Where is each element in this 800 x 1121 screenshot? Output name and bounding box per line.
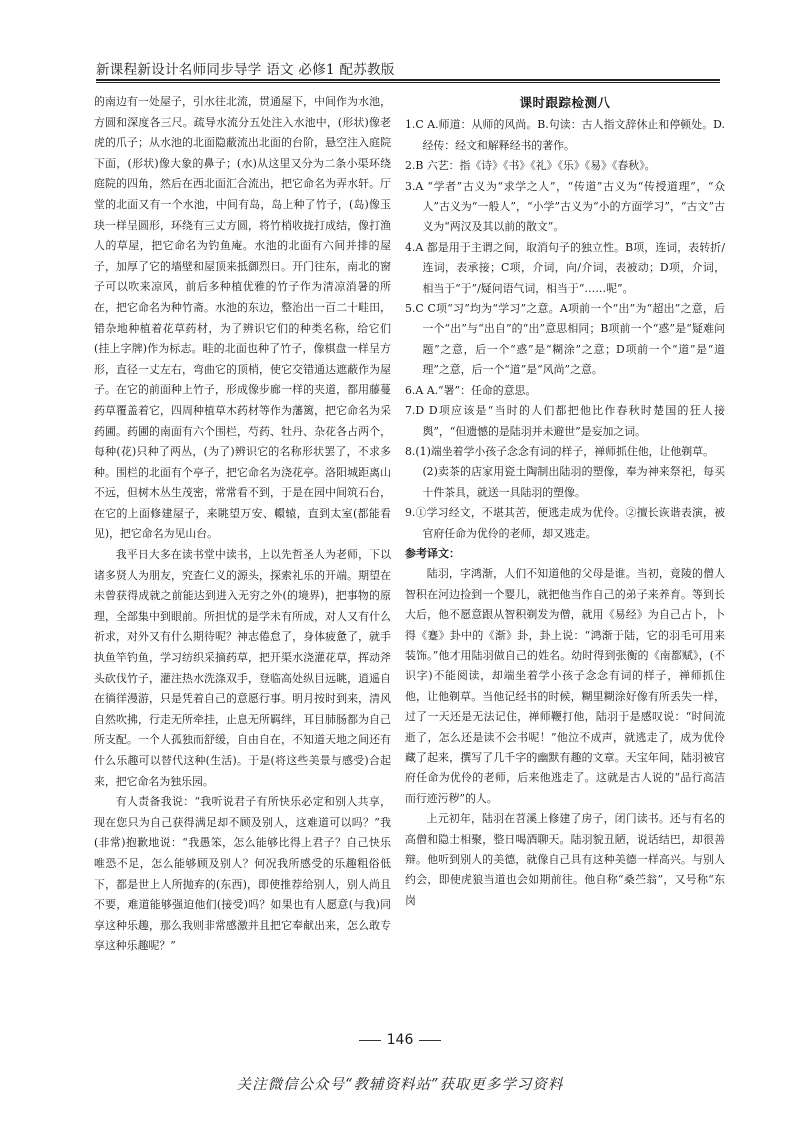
answer-item: 2.B 六艺：指《诗》《书》《礼》《乐》《易》《春秋》。 [405, 159, 656, 173]
header-title: 新课程新设计名师同步导学 语文 必修1 配苏教版 [96, 62, 395, 78]
footer-note: 关注微信公众号“教辅资料站”获取更多学习资料 [236, 1077, 564, 1093]
answer-item: (2)卖茶的店家用瓷土陶制出陆羽的塑像，奉为神来祭祀，每买十件茶具，就送一具陆羽的塑像。 [422, 465, 725, 499]
translation-paragraph: 陆羽，字鸿渐，人们不知道他的父母是谁。当初，竟陵的僧人智积在河边捡到一个婴儿，就把他当作自己的弟子来养育。等到长大后，他不愿意跟从智积剃发为僧，就用《易经》为自己占卜，卜得《蹇》卦中的《渐》卦，卦上说：“鸿渐于陆，它的羽毛可用来装饰。”他才用陆羽做自己的姓名。幼时得到张衡的《南都赋》，(不识字)不能阅读，却端坐着学小孩子念念有词的样子，禅师抓住他，让他剃草。当他记经书的时候，糊里糊涂好像有所丢失一样，过了一天还是无法记住，禅师鞭打他，陆羽于是感叹说：“时间流逝了，怎么还是读不会书呢！”他泣不成声，就逃走了，成为优伶藏了起来，撰写了几千字的幽默有趣的文章。天宝年间，陆羽被官府任命为优伶的老师，后来他逃走了。这就是古人说的“品行高洁而行迹污秽”的人。 [405, 567, 725, 805]
answer-item: 8.(1)端坐着学小孩子念念有词的样子，禅师抓住他，让他剃草。 [405, 444, 714, 458]
answer-item: 5.C C项“习”均为“学习”之意。A项前一个“出”为“超出”之意，后一个“出”与“出自”的“出”意思相同；B项前一个“惑”是“疑难问题”之意，后一个“惑”是“糊涂”之意；D项前一个“道”是“道理”之意，后一个“道”是“风尚”之意。 [405, 302, 725, 377]
page-number-text: 146 [386, 1032, 414, 1048]
header-rule-thick [96, 79, 720, 81]
page-number-dash-left [359, 1040, 381, 1041]
answer-item: 4.A 都是用于主谓之间，取消句子的独立性。B项，连词，表转折/连词，表承接；C项，介词，向/介词，表被动；D项，介词，相当于“于”/疑问语气词，相当于“……呢”。 [405, 240, 725, 295]
reference-label: 参考译文： [405, 546, 460, 560]
header-rule-thin [96, 82, 720, 83]
answer-item: 3.A “学者”古义为“求学之人”，“传道”古义为“传授道理”，“众人”古义为“一般人”，“小学”古义为“小的方面学习”，“古文”古义为“两汉及其以前的散文”。 [405, 179, 725, 234]
right-column [405, 93, 725, 911]
answer-item: 7.D D项应该是“当时的人们都把他比作春秋时楚国的狂人接舆”，“但遗憾的是陆羽并未避世”是妄加之词。 [405, 404, 725, 438]
translation-paragraph: 我平日大多在读书堂中读书，上以先哲圣人为老师，下以诸多贤人为朋友，究查仁义的源头，探索礼乐的开端。期望在未曾获得成就之前能达到进入无穷之外(的境界)，把事物的原理，全部集中到眼前。所担忧的是学未有所成，对人又有什么祈求，对外又有什么期待呢？神志倦怠了，身体疲惫了，就手执鱼竿钓鱼，学习纺织采摘药草，把开渠水浇灌花草，挥动斧头砍伐竹子，灌注热水洗涤双手，登临高处纵目远眺，逍遥自在徜徉漫游，只是凭着自己的意愿行事。明月按时到来，清风自然吹拂，行走无所牵挂，止息无所羁绊，耳目肺肠都为自己所支配。一个人孤独而舒缓，自由自在，不知道天地之间还有什么乐趣可以替代这种(生活)。于是(将这些美景与感受)合起来，把它命名为独乐园。 [94, 548, 391, 788]
translation-paragraph: 有人责备我说：“我听说君子有所快乐必定和别人共享，现在您只为自己获得满足却不顾及别人，这难道可以吗？”我(非常)抱歉地说：“我愚笨，怎么能够比得上君子？自己快乐唯恐不足，怎么能够顾及别人？何况我所感受的乐趣粗俗低下，都是世上人所抛弃的(东西)，即使推荐给别人，别人尚且不要，难道能够强迫他们(接受)吗？如果也有人愿意(与我)同享这种乐趣，那么我则非常感激并且把它奉献出来，怎么敢专享这种乐趣呢？” [94, 795, 391, 953]
translation-paragraph: 上元初年，陆羽在苕溪上修建了房子，闭门读书。还与有名的高僧和隐士相聚，整日喝酒聊天。陆羽貌丑陋，说话结巴，却很善辩。他听到别人的美德，就像自己具有这种美德一样高兴。与别人约会，即使虎狼当道也会如期前往。他自称“桑苎翁”，又号称“东岗 [405, 812, 725, 907]
section-title: 课时跟踪检测八 [519, 95, 611, 110]
page-number [0, 1032, 800, 1048]
translation-paragraph: 的南边有一处屋子，引水往北流，贯通屋下，中间作为水池，方圆和深度各三尺。疏导水流分五处注入水池中，(形状)像老虎的爪子；从水池的北面隐蔽流出北面的台阶，悬空注入庭院下面，(形状)像大象的鼻子；(水)从这里又分为二条小渠环绕庭院的四角，然后在西北面汇合流出，把它命名为弄水轩。厅堂的北面又有一个水池，中间有岛，岛上种了竹子，(岛)像玉玦一样呈圆形，环绕有三丈方圆，将竹梢收拢打成结，像打渔人的草屋，把它命名为钓鱼庵。水池的北面有六间并排的屋子，加厚了它的墙壁和屋顶来抵御烈日。开门往东，南北的窗子可以吹来凉风，前后多种植优雅的竹子作为清凉消暑的所在，把它命名为种竹斋。水池的东边，整治出一百二十畦田，错杂地种植着花草药材，为了辨识它们的种类名称，给它们(挂上字牌)作为标志。畦的北面也种了竹子，像棋盘一样呈方形，直径一丈左右，弯曲它的顶梢，使它交错通达遮蔽作为屋子。在它的前面种上竹子，形成像步廊一样的夹道，都用藤蔓药草覆盖着它，四周种植草木药材等作为藩篱，把它命名为采药圃。药圃的南面有六个围栏，芍药、牡丹、杂花各占两个，每种(花)只种了两丛，(为了)辨识它的名称形状罢了，不求多种。围栏的北面有个亭子，把它命名为浇花亭。洛阳城距离山不远，但树木丛生茂密，常常看不到，于是在园中间筑石台，在它的上面修建屋子，来眺望万安、轘辕，直到太室(都能看见)，把它命名为见山台。 [94, 95, 391, 541]
answer-item: 1.C A.师道：从师的风尚。B.句读：古人指文辞休止和停顿处。D.经传：经文和解释经书的著作。 [405, 118, 725, 152]
page-number-dash-right [419, 1040, 441, 1041]
left-column [94, 92, 391, 957]
answer-item: 6.A A.“署”：任命的意思。 [405, 383, 537, 397]
answer-item: 9.①学习经文，不堪其苦，便逃走成为优伶。②擅长诙谐表演，被官府任命为优伶的老师，却又逃走。 [405, 506, 725, 540]
